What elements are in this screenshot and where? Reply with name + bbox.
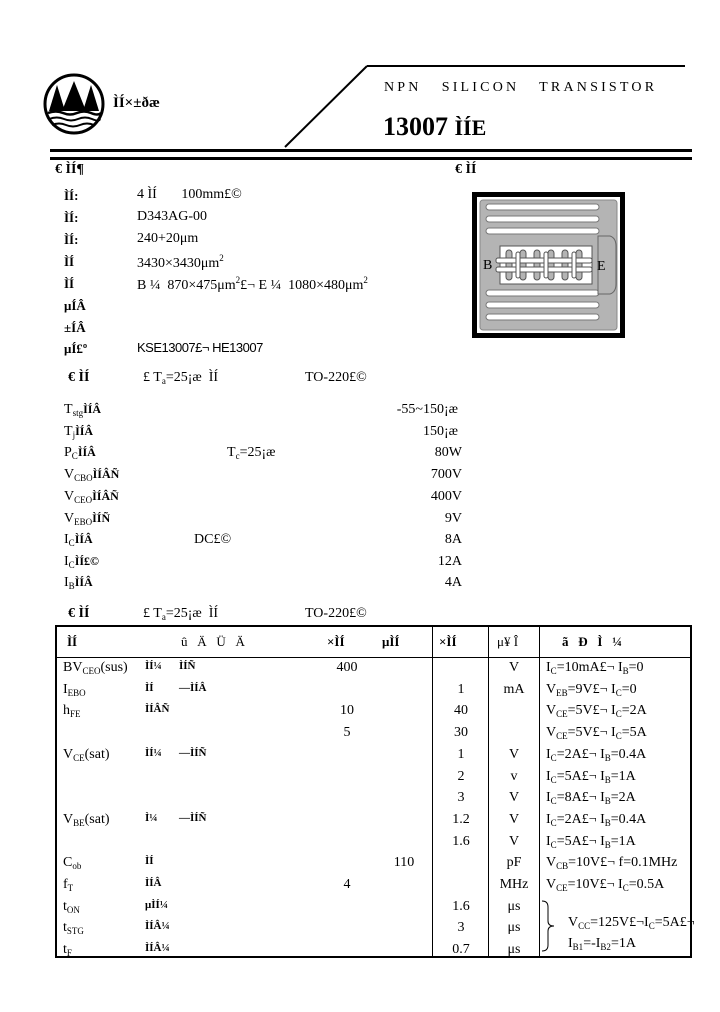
chip-info-value: D343AG-00 bbox=[137, 209, 207, 224]
param-value: 150¡æ bbox=[423, 424, 458, 439]
svg-text:E: E bbox=[597, 259, 606, 274]
max-value: 3 bbox=[457, 920, 465, 936]
subscript: ON bbox=[66, 904, 80, 915]
min-value: 400 bbox=[336, 660, 358, 675]
test-condition bbox=[546, 812, 646, 828]
subscript: j bbox=[72, 430, 76, 440]
sym: I bbox=[64, 575, 69, 590]
param-symbol bbox=[64, 445, 96, 461]
param-symbol bbox=[64, 402, 101, 418]
param-name: ÌÍÂ bbox=[145, 877, 162, 889]
param-name: ÌÍÂÑ bbox=[92, 467, 120, 481]
text: =-I bbox=[583, 936, 601, 951]
subscript: CEO bbox=[82, 666, 101, 676]
param-value: 400V bbox=[430, 489, 462, 504]
superscript: 2 bbox=[235, 275, 241, 285]
text: =5A£¬ bbox=[654, 915, 695, 930]
cond-tail: =25¡æ bbox=[239, 445, 276, 460]
text: =2A bbox=[610, 790, 636, 806]
param-value: 9V bbox=[444, 511, 462, 526]
unit: MHz bbox=[499, 877, 529, 892]
sym: I bbox=[64, 554, 69, 569]
test-condition bbox=[546, 769, 636, 785]
max-value: 1 bbox=[457, 681, 465, 697]
unit: V bbox=[508, 811, 520, 827]
subscript: stg bbox=[72, 408, 84, 418]
condition-prefix: £ T bbox=[143, 606, 162, 621]
param-name: ÌÍ£© bbox=[74, 554, 99, 568]
condition-suffix: =25¡æ ÌÍ bbox=[165, 606, 219, 621]
sym: I bbox=[64, 532, 69, 547]
subscript: CEO bbox=[74, 495, 93, 505]
condition-prefix: £ T bbox=[143, 370, 162, 385]
text: =2A bbox=[621, 703, 647, 719]
param-name-2: —ÌÍÑ bbox=[179, 811, 207, 824]
chip-info-value: 240+20μm bbox=[137, 231, 199, 246]
electrical-title: € ÌÍ bbox=[68, 606, 90, 621]
param-name: ÌÍÂ bbox=[74, 532, 93, 546]
subscript: CB bbox=[556, 861, 569, 872]
param-symbol bbox=[64, 575, 93, 591]
test-condition bbox=[546, 703, 647, 719]
text: V bbox=[63, 811, 74, 827]
max-value: 3 bbox=[457, 790, 465, 806]
text: =0.4A bbox=[610, 811, 647, 827]
part-number bbox=[383, 112, 486, 142]
chip-info-label: ÌÍ: bbox=[64, 188, 79, 203]
superscript: 2 bbox=[219, 253, 224, 263]
col-header-unit: μ¥ Î bbox=[497, 634, 519, 649]
unit: mA bbox=[503, 681, 525, 697]
max-value: 0.7 bbox=[452, 942, 470, 958]
param-name: ÌÍÂ¼ bbox=[145, 920, 170, 933]
text: =5V£¬ I bbox=[567, 703, 616, 719]
text: I bbox=[546, 768, 551, 784]
text: I bbox=[546, 660, 551, 675]
param-symbol bbox=[64, 554, 99, 570]
unit: V bbox=[508, 790, 520, 806]
text: =5V£¬ I bbox=[567, 725, 616, 741]
text: =5A£¬ I bbox=[556, 833, 605, 849]
param-name: ÌÍÑ bbox=[92, 511, 111, 525]
param-name: ÌÍÂÑ bbox=[92, 489, 119, 503]
text: =8A£¬ I bbox=[556, 790, 605, 806]
subscript: B bbox=[604, 774, 611, 785]
subscript: C bbox=[550, 666, 557, 676]
chip-info-value: KSE13007£¬ HE13007 bbox=[137, 340, 263, 355]
param-condition bbox=[227, 445, 275, 461]
test-condition bbox=[546, 790, 636, 806]
product-subtitle: NPN SILICON TRANSISTOR bbox=[384, 80, 658, 95]
max-value: 1.2 bbox=[452, 811, 470, 827]
subscript: EBO bbox=[67, 687, 86, 698]
subscript: CC bbox=[578, 921, 591, 931]
test-condition bbox=[546, 725, 647, 741]
sym: V bbox=[64, 511, 75, 526]
test-condition bbox=[546, 660, 644, 676]
max-value: 1.6 bbox=[452, 898, 470, 914]
sym: V bbox=[64, 489, 75, 504]
max-value: 30 bbox=[454, 725, 468, 741]
text: V bbox=[546, 703, 557, 719]
text: =0.5A bbox=[628, 877, 665, 892]
text: I bbox=[546, 811, 551, 827]
text: V bbox=[546, 855, 557, 871]
subscript: B1 bbox=[572, 942, 584, 952]
param-symbol bbox=[63, 920, 84, 936]
chip-info-value bbox=[137, 275, 368, 294]
chip-info-label: ÌÍ bbox=[64, 254, 75, 269]
test-condition bbox=[546, 747, 646, 763]
chip-info-label: ÌÍ: bbox=[64, 232, 79, 247]
subscript: B2 bbox=[600, 942, 611, 952]
text: h bbox=[63, 703, 70, 719]
subscript: CE bbox=[556, 883, 568, 893]
die-size: 3430×3430μm bbox=[137, 256, 220, 271]
subscript: B bbox=[604, 752, 611, 763]
param-symbol bbox=[63, 812, 110, 828]
text: (sus) bbox=[100, 660, 128, 675]
text: =5A bbox=[621, 725, 647, 741]
chip-die-diagram bbox=[472, 192, 625, 338]
col-header-param: ÌÍ bbox=[67, 634, 78, 649]
subscript: F bbox=[66, 948, 72, 959]
text: I bbox=[546, 790, 551, 806]
text: BV bbox=[63, 660, 83, 675]
part-number-suffix: ÌÍE bbox=[454, 115, 487, 140]
subscript: T bbox=[67, 883, 74, 893]
electrical-characteristics-table bbox=[55, 625, 695, 959]
text: V bbox=[546, 877, 557, 892]
header-rule-bottom bbox=[50, 157, 692, 160]
param-symbol bbox=[64, 532, 93, 548]
text: (sat) bbox=[84, 746, 110, 762]
text: V bbox=[568, 915, 579, 930]
text: t bbox=[63, 920, 67, 936]
chip-info-label: ÌÍ: bbox=[64, 210, 79, 225]
param-name-2: —ÌÍÑ bbox=[179, 746, 207, 759]
abs-max-package: TO-220£© bbox=[305, 370, 367, 385]
unit: μs bbox=[507, 920, 521, 936]
subscript: a bbox=[161, 376, 166, 386]
subscript: B bbox=[604, 796, 611, 807]
param-name: ÌÍÂ bbox=[77, 445, 96, 459]
electrical-condition bbox=[143, 606, 218, 622]
param-name-2: ÌÍÑ bbox=[179, 660, 196, 672]
subscript: B bbox=[604, 817, 611, 828]
text: =1A bbox=[610, 833, 636, 849]
subscript: C bbox=[550, 839, 557, 850]
max-value: 40 bbox=[454, 703, 468, 719]
param-name: ÌÍ¼ bbox=[145, 660, 162, 672]
col-header-typ: μÌÍ bbox=[382, 634, 400, 649]
param-condition: DC£© bbox=[194, 532, 232, 547]
param-value: 80W bbox=[434, 445, 462, 460]
max-value: 1 bbox=[457, 746, 465, 762]
unit: V bbox=[508, 746, 520, 762]
cond: T bbox=[227, 445, 236, 460]
col-header-name: û Ä Ü Ä bbox=[181, 634, 245, 649]
subscript: EBO bbox=[74, 517, 93, 527]
param-symbol bbox=[64, 467, 119, 483]
chip-info-value: 4 ÌÍ 100mm£© bbox=[137, 187, 242, 202]
subscript: B bbox=[68, 581, 75, 591]
text: t bbox=[63, 898, 67, 914]
subscript: C bbox=[68, 560, 75, 570]
subscript: C bbox=[550, 752, 557, 763]
superscript: 2 bbox=[363, 275, 368, 285]
subscript: C bbox=[68, 538, 75, 548]
header-divider bbox=[57, 657, 690, 658]
param-name: ÌÍ bbox=[145, 681, 154, 694]
svg-text:B: B bbox=[483, 258, 493, 273]
col-header-max: ×ÌÍ bbox=[439, 634, 457, 649]
unit: pF bbox=[506, 855, 522, 871]
subscript: CBO bbox=[74, 473, 93, 483]
text: =0 bbox=[621, 681, 637, 697]
subscript: EB bbox=[556, 687, 568, 698]
param-symbol bbox=[63, 682, 86, 698]
param-symbol bbox=[64, 511, 110, 527]
param-name: ÌÍ¼ bbox=[145, 746, 162, 759]
subscript: a bbox=[161, 612, 166, 622]
param-name: ÌÍ bbox=[145, 855, 154, 868]
subscript: CE bbox=[556, 709, 568, 720]
electrical-package: TO-220£© bbox=[305, 606, 367, 621]
subscript: C bbox=[615, 731, 622, 742]
text: I bbox=[568, 936, 573, 951]
col-header-condition: ã Ð Ì ¼ bbox=[562, 634, 622, 649]
subscript: C bbox=[622, 883, 629, 893]
param-value: 12A bbox=[437, 554, 462, 569]
unit: V bbox=[508, 660, 520, 675]
brace-icon bbox=[540, 899, 560, 953]
min-value: 10 bbox=[340, 703, 354, 719]
subscript: CE bbox=[73, 752, 85, 763]
param-value: -55~150¡æ bbox=[396, 402, 458, 417]
param-name: ÌÍÂ bbox=[75, 424, 94, 438]
sym: P bbox=[64, 445, 72, 460]
param-name: ÌÍÂÑ bbox=[145, 703, 170, 716]
param-name: μÌÍ¼ bbox=[145, 898, 169, 911]
text: t bbox=[63, 942, 67, 958]
condition-suffix: =25¡æ ÌÍ bbox=[165, 370, 219, 385]
bond-pad-b: B ¼ 870×475μm bbox=[137, 278, 236, 293]
max-value: 2 bbox=[457, 768, 465, 784]
test-condition bbox=[546, 877, 664, 893]
text: =10V£¬ I bbox=[567, 877, 623, 892]
bond-pad-e: £¬ E ¼ 1080×480μm bbox=[240, 278, 364, 293]
param-symbol bbox=[63, 899, 80, 915]
chip-info-label: μÍ£º bbox=[64, 341, 88, 356]
text: V bbox=[63, 746, 74, 762]
text: V bbox=[546, 681, 557, 697]
param-symbol bbox=[64, 424, 93, 440]
unit: μs bbox=[507, 942, 521, 958]
subscript: BE bbox=[73, 817, 85, 828]
param-name-2: —ÌÍÂ bbox=[179, 681, 207, 694]
header-rule-top bbox=[50, 149, 692, 152]
param-name: ÌÍÂ¼ bbox=[145, 942, 170, 955]
sym: T bbox=[64, 402, 73, 417]
chip-info-label: ±ÍÂ bbox=[64, 320, 86, 335]
part-number-value: 13007 bbox=[383, 112, 448, 141]
switching-condition-line1 bbox=[568, 915, 695, 931]
text: I bbox=[63, 681, 68, 697]
abs-max-title: € ÌÍ bbox=[68, 370, 90, 385]
text: =10V£¬ f=0.1MHz bbox=[568, 855, 678, 871]
subscript: C bbox=[550, 796, 557, 807]
col-header-min: ×ÌÍ bbox=[327, 634, 345, 649]
subscript: c bbox=[235, 451, 240, 461]
text: I bbox=[546, 746, 551, 762]
param-name: Ì¼ bbox=[145, 811, 158, 824]
text: =2A£¬ I bbox=[556, 811, 605, 827]
chip-info-label: μÍÂ bbox=[64, 298, 86, 313]
chip-info-label: ÌÍ bbox=[64, 276, 75, 291]
test-condition bbox=[546, 834, 636, 850]
text: =125V£¬I bbox=[590, 915, 649, 930]
subscript: C bbox=[615, 687, 622, 698]
param-symbol bbox=[63, 660, 128, 676]
param-symbol bbox=[63, 942, 72, 958]
text: =2A£¬ I bbox=[556, 746, 605, 762]
text: =10mA£¬ I bbox=[556, 660, 623, 675]
min-value: 4 bbox=[343, 877, 351, 892]
subscript: B bbox=[604, 839, 611, 850]
column-divider bbox=[432, 627, 433, 956]
subscript: B bbox=[622, 666, 629, 676]
switching-condition-line2 bbox=[568, 936, 636, 952]
sym: V bbox=[64, 467, 75, 482]
text: (sat) bbox=[84, 811, 110, 827]
subscript: CE bbox=[556, 731, 568, 742]
subscript: STG bbox=[66, 926, 84, 937]
text: =1A bbox=[610, 768, 636, 784]
unit: v bbox=[510, 768, 518, 784]
subscript: ob bbox=[72, 861, 82, 872]
chip-info-title: € ÌÍ¶ bbox=[55, 162, 84, 177]
company-name: ÌÍ×±ðæ bbox=[113, 95, 160, 111]
text: I bbox=[546, 833, 551, 849]
unit: V bbox=[508, 833, 520, 849]
text: C bbox=[63, 855, 73, 871]
param-symbol bbox=[63, 703, 81, 719]
subscript: FE bbox=[70, 709, 81, 720]
die-layout-icon bbox=[472, 192, 625, 338]
text: =9V£¬ I bbox=[567, 681, 616, 697]
max-value: 1.6 bbox=[452, 833, 470, 849]
test-condition bbox=[546, 855, 677, 871]
sym: T bbox=[64, 424, 73, 439]
subscript: C bbox=[550, 817, 557, 828]
chip-image-title: € ÌÍ bbox=[455, 162, 477, 177]
param-symbol bbox=[63, 877, 73, 893]
subscript: C bbox=[648, 921, 655, 931]
text: =0 bbox=[628, 660, 644, 675]
test-condition bbox=[546, 682, 637, 698]
param-symbol bbox=[63, 855, 81, 871]
min-value: 5 bbox=[343, 725, 351, 741]
chip-info-value bbox=[137, 253, 224, 272]
text: =1A bbox=[610, 936, 636, 951]
text: =0.4A bbox=[610, 746, 647, 762]
param-symbol bbox=[64, 489, 119, 505]
subscript: C bbox=[71, 451, 78, 461]
param-name: ÌÍÂ bbox=[74, 575, 93, 589]
unit: μs bbox=[507, 898, 521, 914]
subscript: C bbox=[615, 709, 622, 720]
param-value: 700V bbox=[430, 467, 462, 482]
text: =5A£¬ I bbox=[556, 768, 605, 784]
param-name: ÌÍÂ bbox=[83, 402, 102, 416]
param-value: 4A bbox=[444, 575, 462, 590]
text: f bbox=[63, 877, 68, 892]
subscript: C bbox=[550, 774, 557, 785]
typ-value: 110 bbox=[393, 855, 415, 871]
param-symbol bbox=[63, 747, 110, 763]
abs-max-condition bbox=[143, 370, 218, 386]
text: V bbox=[546, 725, 557, 741]
param-value: 8A bbox=[444, 532, 462, 547]
